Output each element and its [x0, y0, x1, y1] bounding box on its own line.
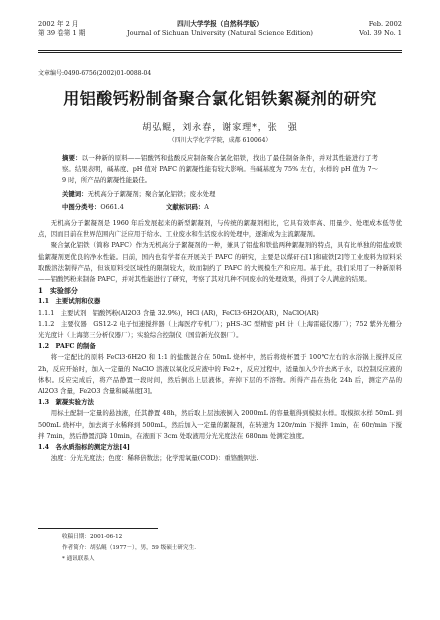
keywords — [62, 189, 378, 200]
header-volume: 第 39 卷第 1 期 — [38, 29, 86, 37]
keywords-text: 无机高分子絮凝剂；聚合氯化铝铁；废水处理 — [87, 190, 216, 198]
classification — [62, 202, 378, 211]
paragraph-intro-1: 无机高分子絮凝剂是 1960 年后发展起来的新型絮凝剂，与传统的絮凝剂相比，它具有效率高、用量少、处理成本低等优点，因而目前在世界范围内广泛应用于给水、工业废水和生活废水的处理中，逐渐成为主流絮凝剂。 — [38, 219, 402, 239]
abstract-text: 以一种新的原料——铝酸钙和盐酸反应制备聚合氯化铝铁，找出了最佳制备条件，并对其性能进行了考察。结果表明，碱基度、pH 值对 PAFC 的絮凝性能有较大影响。当碱基度为 75% 左右，水样的 pH 值为 7～9 时，所产品的絮凝性能最佳。 — [62, 154, 379, 184]
header-center — [38, 20, 402, 38]
section-heading-1: 1 实验部分 — [38, 286, 78, 296]
clc-number — [62, 202, 124, 211]
header-volume-en: Vol. 39 No. 1 — [359, 29, 402, 37]
subsection-heading-1-3: 1.3 絮凝实验方法 — [38, 398, 94, 407]
keywords-label: 关键词： — [62, 190, 88, 198]
subsection-heading-1-4: 1.4 各水质指标的测定方法[4] — [38, 443, 130, 452]
header-right — [359, 20, 402, 38]
header-rule-bottom — [38, 52, 402, 53]
header-date: 2002 年 2 月 — [38, 20, 79, 28]
subsection-heading-1-1: 1.1 主要试剂和仪器 — [38, 297, 101, 306]
clc-value: O661.4 — [100, 203, 124, 211]
paragraph-method: 用标土配制一定量的悬浊液，任其静置 48h，然后取上层浊液倒入 2000mL 的容量瓶得到模拟水样。取模拟水样 50mL 到 500mL 烧杯中，加去离子水稀释到 500mL，然后加入一定量的絮凝剂，在转速为 120r/min 下搅拌 1min，在 60r/min 下搅拌 7min，然后静置沉降 10min，在液面下 3cm 处取液用分光光度法在 680nm 处测定浊度。 — [38, 409, 402, 440]
body-text — [38, 218, 402, 464]
abstract — [62, 153, 378, 186]
corresponding-author: * 通讯联系人 — [62, 556, 95, 562]
article-number: 文章编号:0490-6756(2002)01-0088-04 — [38, 70, 152, 77]
paragraph-preparation: 将一定配比的原料 FeCl3·6H2O 和 1:1 的盐酸混合在 50mL 烧杯中，然后将烧杯置于 100℃左右的水浴锅上搅拌反应 2h，反应开始时，加入一定量的 NaClO 溶液以氧化反应液中的 Fe2+，反应过程中，适量加入少许去离子水，以控制反应液的体积。反应完成后，将产品静置一段时间，然后倒出上层液体，弃掉下层的不溶物。所得产品在热化 24h 后，测定产品的 Al2O3 含量，Fe2O3 含量和碱基度[3]。 — [38, 353, 402, 396]
subsection-heading-1-2: 1.2 PAFC 的制备 — [38, 342, 96, 351]
clc-label: 中图分类号： — [62, 203, 101, 211]
received-date: 收稿日期：2001-06-12 — [62, 534, 123, 540]
doc-label: 文献标识码： — [165, 203, 205, 211]
running-header — [38, 20, 402, 48]
doc-code — [166, 202, 209, 211]
reagents-list: 1.1.1 主要试剂 铝酸钙粉(Al2O3 含量 32.9%)，HCl (AR)，FeCl3·6H2O(AR)，NaClO(AR) — [38, 308, 319, 317]
paragraph-intro-2: 聚合氯化铝铁（简称 PAFC）作为无机高分子絮凝剂的一种，兼具了铝盐和铁盐两种絮凝剂的特点，具有比单独的铝盐或铁盐絮凝剂更优良的净水性能。目前，国内也有学者在开展关于 PAFC 的研究，主要是以煤矸石[1]和硫铁[2]等工业废料为原料采取酸溶法制得产品，但该原料受区域性的限制较大，故而制约了 PAFC 的大规模生产和应用。基于此，我们采用了一种新原料——铝酸钙粉来制备 PAFC，并对其性能进行了研究，考察了其对几种不同废水的处理效果，得到了令人满意的结果。 — [38, 241, 402, 284]
header-rule-top — [38, 50, 402, 51]
instruments-list: 1.1.2 主要仪器 GS12-2 电子恒速搅拌器（上海医疗专机厂）；pHS-3C 型精密 pH 计（上海雷磁仪器厂）；752 紫外光栅分光光度计（上海第三分析仪器厂）；实验综合控制仪（国营新光仪器厂）。 — [38, 319, 402, 340]
affiliation: （四川大学化学学院，成都 610064） — [168, 137, 272, 144]
paragraph-measurement: 浊度：分光光度法；色度：稀释倍数法；化学需氧量(COD)：重铬酸钾法. — [50, 454, 259, 463]
journal-name-en: Journal of Sichuan University (Natural Science Edition) — [127, 29, 313, 37]
journal-name-cn: 四川大学学报（自然科学版） — [177, 20, 263, 28]
author-list: 胡弘鲲，刘永春，谢家理*，张 强 — [142, 123, 298, 133]
doc-value: A — [204, 203, 209, 211]
paper-title: 用铝酸钙粉制备聚合氯化铝铁絮凝剂的研究 — [63, 89, 377, 108]
author-bio: 作者简介：胡弘鲲（1977－），男，59 级硕士研究生. — [62, 545, 196, 551]
header-date-en: Feb. 2002 — [368, 20, 402, 28]
abstract-label: 摘要： — [62, 154, 82, 162]
footnote-rule — [38, 528, 158, 529]
